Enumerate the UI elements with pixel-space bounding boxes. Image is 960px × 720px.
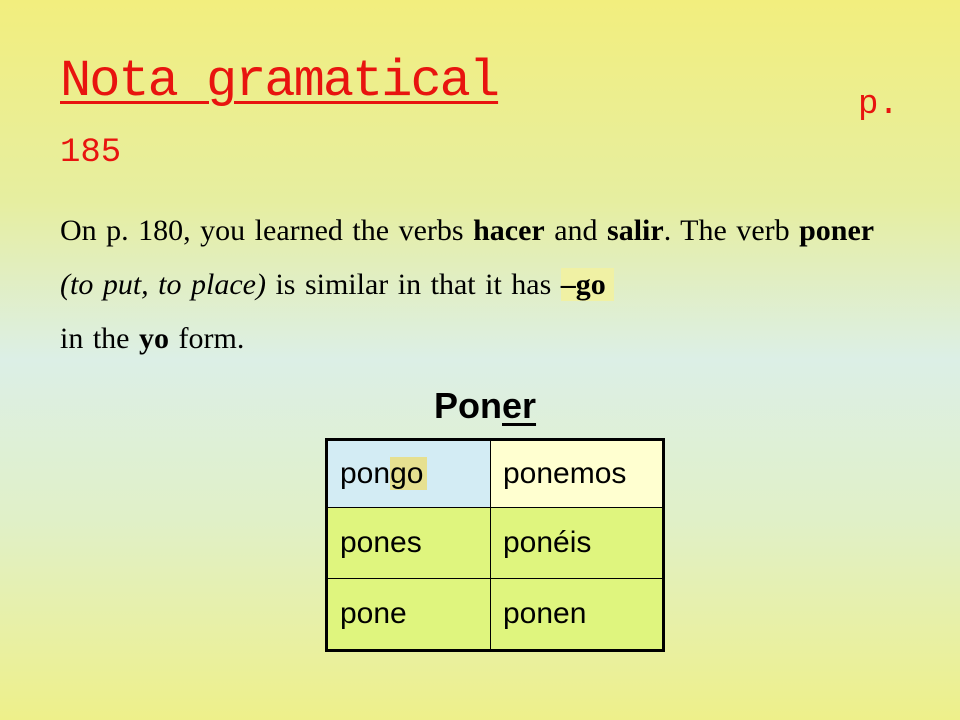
table-cell-ellos: ponen <box>491 579 664 651</box>
text-segment: . The verb <box>663 214 800 247</box>
verb-salir: salir <box>607 214 664 247</box>
page-reference: p. <box>858 86 899 124</box>
yo-form: yo <box>139 322 169 355</box>
title-stem: Pon <box>434 385 502 426</box>
slide-title <box>60 52 499 111</box>
text-segment: and <box>544 214 608 247</box>
go-ending-highlight: –go <box>561 268 614 301</box>
table-cell-tu: pones <box>327 508 491 579</box>
text-segment: in the <box>60 322 139 355</box>
page-number: 185 <box>60 134 122 172</box>
conjugation-title <box>434 385 537 426</box>
table-cell-nosotros: ponemos <box>491 440 664 508</box>
slide-title-text: Nota gramatical <box>60 52 499 111</box>
text-segment: is similar in that it has <box>265 268 561 301</box>
table-cell-yo <box>327 440 491 508</box>
table-row <box>327 440 664 508</box>
verb-poner: poner <box>799 214 875 247</box>
table-cell-el: pone <box>327 579 491 651</box>
text-segment: form. <box>169 322 245 355</box>
table-cell-vosotros: ponéis <box>491 508 664 579</box>
stem: pon <box>340 457 391 490</box>
conjugation-table <box>325 438 665 652</box>
go-ending: go <box>390 457 427 490</box>
explanation-paragraph <box>60 204 910 366</box>
verb-hacer: hacer <box>473 214 545 247</box>
table-row <box>327 508 664 579</box>
text-segment: On p. 180, you learned the verbs <box>60 214 474 247</box>
verb-translation: (to put, to place) <box>60 268 266 301</box>
title-ending: er <box>502 385 537 426</box>
table-row <box>327 579 664 651</box>
